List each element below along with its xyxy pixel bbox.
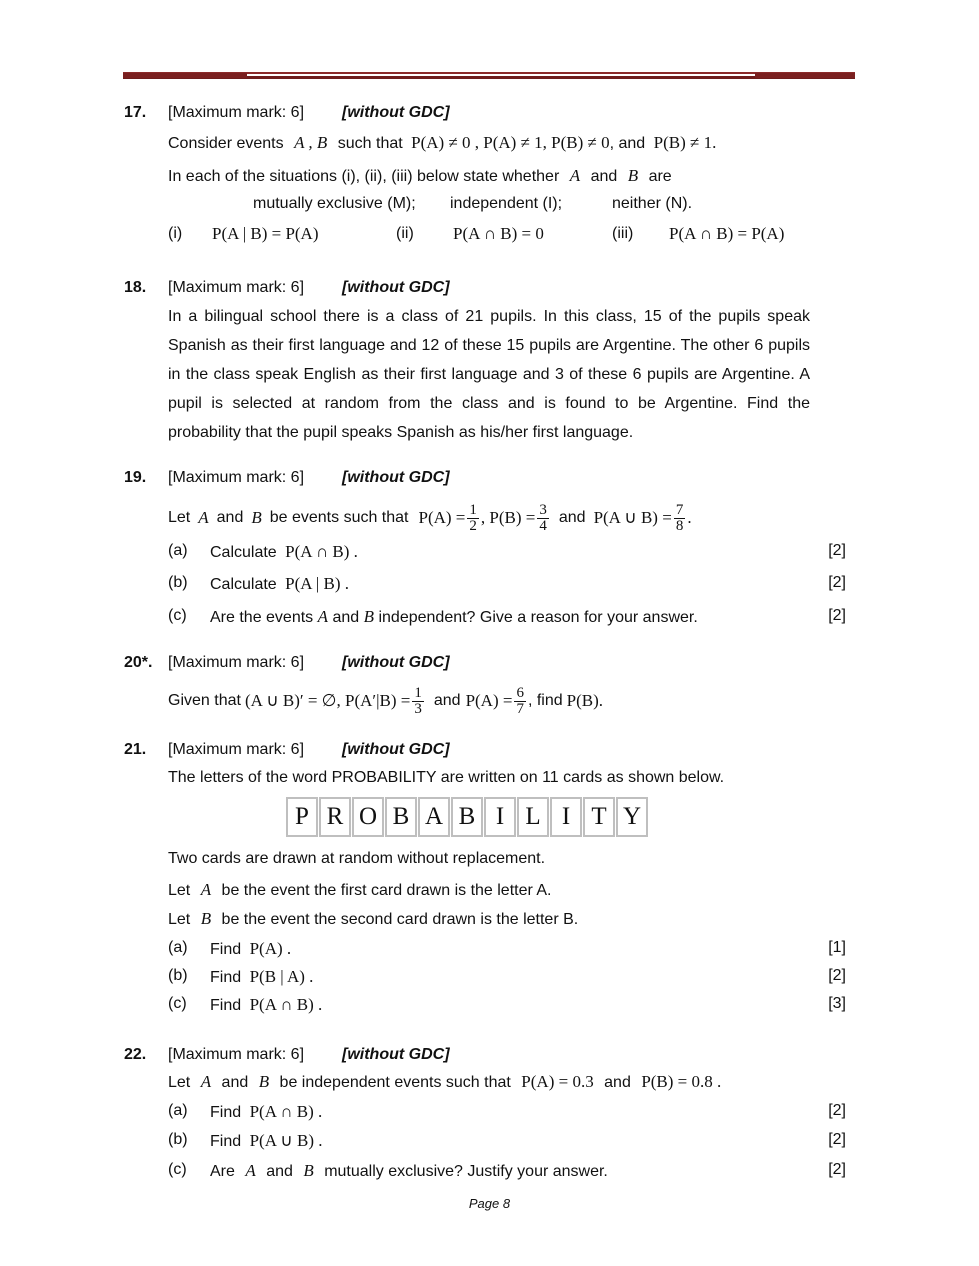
q22-var-a: A	[200, 1072, 212, 1091]
q22-be-indep: be independent events such that	[279, 1074, 511, 1091]
q20-f2-num: 6	[516, 684, 524, 701]
q20-given: Given that	[168, 692, 241, 709]
q19-a-mark: [2]	[828, 542, 846, 559]
q21-a-line	[210, 939, 291, 959]
q20-and: and	[433, 692, 461, 709]
q22-pa: P(A) = 0.3	[521, 1072, 594, 1091]
q22-a-label: (a)	[168, 1102, 188, 1119]
q22-c-label: (c)	[168, 1161, 187, 1178]
q20-expr2: P(A) =	[465, 691, 513, 710]
q20-f1-den: 3	[414, 700, 422, 717]
q19-b-expr: P(A | B) .	[285, 574, 350, 593]
page-number: Page 8	[468, 1196, 511, 1211]
q20-expr1: (A ∪ B)′ = ∅, P(A′|B) =	[244, 691, 411, 710]
q19-pa-num: 1	[469, 501, 477, 518]
q18-number: 18.	[124, 279, 147, 296]
letter-card: P	[286, 797, 318, 837]
q17-i-label: (i)	[168, 225, 183, 242]
q19-c-a: A	[317, 607, 329, 626]
q20-f1-num: 1	[414, 684, 422, 701]
q21-a-label: (a)	[168, 939, 188, 956]
q19-pu: P(A ∪ B) =	[593, 508, 672, 527]
q19-let: Let	[168, 509, 191, 526]
q19-b-label: (b)	[168, 574, 188, 591]
q19-b-mark: [2]	[828, 574, 846, 591]
q21-event-b-line	[168, 909, 578, 929]
q22-given-line	[168, 1072, 721, 1092]
letter-card: Y	[616, 797, 648, 837]
q20-expr3: P(B).	[566, 691, 604, 710]
q21-a-find: Find	[210, 941, 242, 958]
header-rule-tab-right	[755, 73, 855, 78]
q17-var-a: A	[569, 166, 581, 185]
q21-b-expr: P(B | A) .	[249, 967, 314, 986]
q19-c-line	[210, 607, 698, 627]
q19-and2: and	[558, 509, 586, 526]
q17-var-b: B	[627, 166, 639, 185]
q22-a-find: Find	[210, 1104, 242, 1121]
q22-a-expr: P(A ∩ B) .	[249, 1102, 323, 1121]
q17-option-m: mutually exclusive (M);	[253, 195, 416, 212]
q20-given-line	[168, 681, 603, 721]
q19-c-and: and	[332, 609, 360, 626]
q22-a-mark: [2]	[828, 1102, 846, 1119]
q22-c-mark: [2]	[828, 1161, 846, 1178]
q21-b-label: (b)	[168, 967, 188, 984]
q19-pa-fraction	[467, 503, 479, 534]
q19-var-b: B	[251, 508, 262, 527]
q21-b-find: Find	[210, 969, 242, 986]
q19-c-mark: [2]	[828, 607, 846, 624]
letter-card: R	[319, 797, 351, 837]
q21-let-b: Let	[168, 911, 191, 928]
q17-option-i: independent (I);	[450, 195, 563, 212]
letter-card: T	[583, 797, 615, 837]
q19-b-text: Calculate	[210, 576, 277, 593]
q20-number: 20*.	[124, 654, 153, 671]
q22-let: Let	[168, 1074, 191, 1091]
q22-c-and: and	[266, 1163, 293, 1180]
header-rule-tab-left	[123, 73, 247, 78]
q21-two-cards: Two cards are drawn at random without replacement.	[168, 850, 546, 867]
q19-c-b: B	[363, 607, 375, 626]
q20-fraction-1	[412, 686, 424, 717]
letter-card: L	[517, 797, 549, 837]
letter-card: A	[418, 797, 450, 837]
q17-consider: Consider events	[168, 135, 284, 152]
q20-fraction-2	[514, 686, 526, 717]
q21-let-a: Let	[168, 882, 191, 899]
q19-pa: P(A) =	[418, 508, 466, 527]
q19-pb-den: 4	[539, 517, 547, 534]
q22-a-line	[210, 1102, 322, 1122]
q22-max-mark: [Maximum mark: 6]	[168, 1046, 305, 1063]
q17-ii-label: (ii)	[396, 225, 414, 242]
q19-c-label: (c)	[168, 607, 187, 624]
q21-a-expr: P(A) .	[249, 939, 292, 958]
q17-consider-line	[168, 133, 716, 153]
q19-b-line	[210, 574, 349, 594]
q19-max-mark: [Maximum mark: 6]	[168, 469, 305, 486]
q17-events: A , B	[294, 133, 328, 152]
q19-gdc: [without GDC]	[342, 469, 450, 486]
q17-are: are	[648, 168, 672, 185]
q22-var-b: B	[258, 1072, 270, 1091]
q19-var-a: A	[198, 508, 209, 527]
q21-gdc: [without GDC]	[342, 741, 450, 758]
letter-card: I	[550, 797, 582, 837]
q17-number: 17.	[124, 104, 147, 121]
q21-c-line	[210, 995, 322, 1015]
q17-option-n: neither (N).	[612, 195, 693, 212]
q21-c-find: Find	[210, 997, 242, 1014]
q22-and-word: and	[221, 1074, 249, 1091]
q17-iii-label: (iii)	[612, 225, 634, 242]
q21-b-line	[210, 967, 313, 987]
q22-c-line	[210, 1161, 608, 1181]
q17-conditions: P(A) ≠ 0 , P(A) ≠ 1, P(B) ≠ 0	[411, 133, 610, 152]
q19-number: 19.	[124, 469, 147, 486]
q18-max-mark: [Maximum mark: 6]	[168, 279, 305, 296]
q17-and: , and	[609, 135, 646, 152]
q17-gdc: [without GDC]	[342, 104, 450, 121]
q20-f2-den: 7	[516, 700, 524, 717]
q22-c-b: B	[303, 1161, 314, 1180]
q17-and-word: and	[590, 168, 618, 185]
q19-pu-fraction	[674, 503, 686, 534]
q20-find: , find	[527, 692, 563, 709]
q21-b-event: be the event the second card drawn is the letter B.	[221, 911, 579, 928]
q19-a-line	[210, 542, 358, 562]
letter-card: I	[484, 797, 516, 837]
q21-b-mark: [2]	[828, 967, 846, 984]
q19-c-post: independent? Give a reason for your answer.	[378, 609, 698, 626]
q19-pa-den: 2	[469, 517, 477, 534]
q21-cards	[286, 797, 649, 837]
q21-intro: The letters of the word PROBABILITY are written on 11 cards as shown below.	[168, 769, 725, 786]
letter-card: O	[352, 797, 384, 837]
q17-max-mark: [Maximum mark: 6]	[168, 104, 305, 121]
q17-ii-expr: P(A ∩ B) = 0	[453, 224, 544, 243]
q17-iii-expr: P(A ∩ B) = P(A)	[669, 224, 785, 243]
q19-pu-den: 8	[675, 517, 684, 534]
q17-state: In each of the situations (i), (ii), (iii) below state whether	[168, 168, 560, 185]
q19-given-line	[168, 496, 692, 540]
q21-c-mark: [3]	[828, 995, 846, 1012]
q22-c-pre: Are	[210, 1163, 235, 1180]
q19-pb-fraction	[537, 503, 549, 534]
q22-pb: P(B) = 0.8 .	[641, 1072, 722, 1091]
q21-c-label: (c)	[168, 995, 187, 1012]
q20-max-mark: [Maximum mark: 6]	[168, 654, 305, 671]
q18-body: In a bilingual school there is a class of 21 pupils. In this class, 15 of the pupils speak Spanish as their first language and 12 of these 15 pupils are Argentine. The other 6 pupils in the class speak English as their first language and 3 of these 6 pupils are Argentine. A pupil is selected at random from the class and is found to be Argentine. Find the probability that the pupil speaks Spanish as his/her first language.	[168, 308, 810, 441]
q22-c-post: mutually exclusive? Justify your answer.	[324, 1163, 608, 1180]
q22-b-expr: P(A ∪ B) .	[249, 1131, 323, 1150]
q22-c-a: A	[245, 1161, 256, 1180]
q21-var-b: B	[200, 909, 212, 928]
q21-c-expr: P(A ∩ B) .	[249, 995, 323, 1014]
letter-card: B	[451, 797, 483, 837]
q22-b-label: (b)	[168, 1131, 188, 1148]
q21-a-mark: [1]	[828, 939, 846, 956]
q19-and-word: and	[216, 509, 244, 526]
q22-b-find: Find	[210, 1133, 242, 1150]
q19-be-events: be events such that	[269, 509, 409, 526]
q22-gdc: [without GDC]	[342, 1046, 450, 1063]
q21-event-a-line	[168, 880, 552, 900]
q21-number: 21.	[124, 741, 147, 758]
q22-b-mark: [2]	[828, 1131, 846, 1148]
q20-gdc: [without GDC]	[342, 654, 450, 671]
q19-period: .	[687, 508, 692, 527]
q17-such-that: such that	[337, 135, 403, 152]
q21-a-event: be the event the first card drawn is the letter A.	[221, 882, 552, 899]
q21-max-mark: [Maximum mark: 6]	[168, 741, 305, 758]
q17-state-line	[168, 166, 672, 186]
q22-number: 22.	[124, 1046, 147, 1063]
q17-last-condition: P(B) ≠ 1.	[653, 133, 717, 152]
q19-pb-num: 3	[539, 501, 547, 518]
q19-a-label: (a)	[168, 542, 188, 559]
q19-a-expr: P(A ∩ B) .	[285, 542, 358, 561]
q18-gdc: [without GDC]	[342, 279, 450, 296]
q19-pu-num: 7	[675, 501, 684, 518]
letter-card: B	[385, 797, 417, 837]
q22-and2: and	[604, 1074, 631, 1091]
q19-a-text: Calculate	[210, 544, 277, 561]
q21-var-a: A	[200, 880, 212, 899]
q22-b-line	[210, 1131, 322, 1151]
q19-c-pre: Are the events	[210, 609, 314, 626]
q17-i-expr: P(A | B) = P(A)	[212, 224, 319, 243]
q19-pb: , P(B) =	[480, 508, 536, 527]
